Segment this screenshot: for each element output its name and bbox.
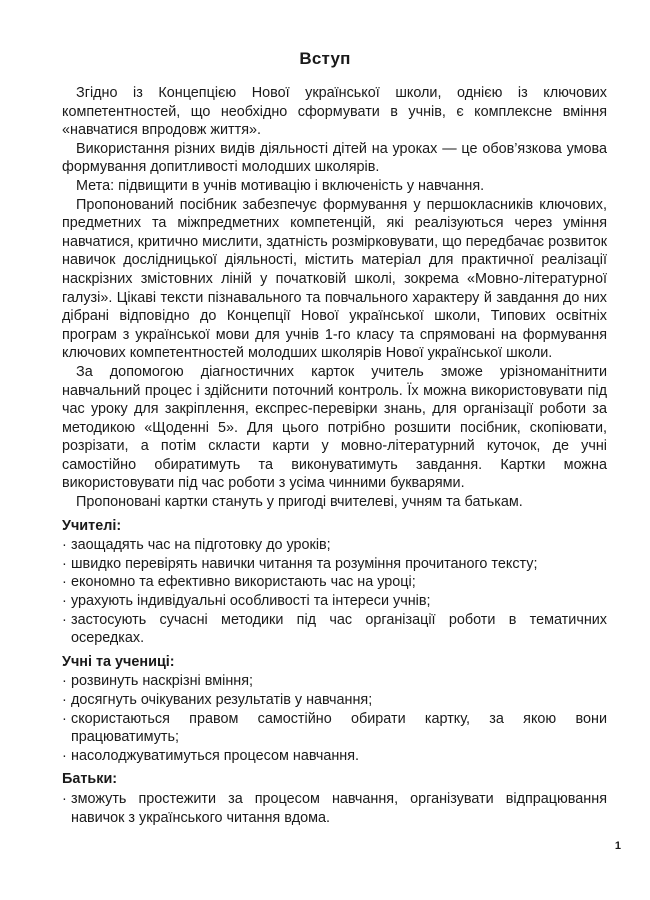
paragraph-activities: Використання різних видів діяльності дітей на уроках — це обов’язкова умова формування допитливості молодших школярів. bbox=[62, 140, 607, 176]
list-item: · зможуть простежити за процесом навчання, організувати відпрацювання навичок з українського читання вдома. bbox=[62, 790, 607, 827]
parents-list bbox=[62, 790, 607, 827]
list-item: · заощадять час на підготовку до уроків; bbox=[62, 536, 607, 555]
list-item: · застосують сучасні методики під час організації роботи в тематичних осередках. bbox=[62, 611, 607, 648]
list-item: · урахують індивідуальні особливості та інтереси учнів; bbox=[62, 592, 607, 611]
paragraph-concept: Згідно із Концепцією Нової української школи, однією із ключових компетентностей, що необхідно сформувати в учнів, є комплексне вміння «навчатися впродовж життя». bbox=[62, 85, 607, 139]
body-text bbox=[62, 84, 607, 827]
paragraph-goal: Мета: підвищити в учнів мотивацію і включеність у навчання. bbox=[76, 177, 485, 194]
page-number: 1 bbox=[614, 840, 621, 852]
paragraph-cards: За допомогою діагностичних карток учитель зможе урізноманітнити навчальний процес і здійснити поточний контроль. Їх можна використовувати під час уроку для закріплення, експрес-перевірки знань, для організації роботи за методикою «Щоденні 5». Для цього потрібно розшити посібник, скопіювати, розрізати, а потім скласти карти у мовно-літературний куточок, де учні самостійно обиратимуть та виконуватимуть завдання. Картки можна використовувати під час роботи з усіма чинними букварями. bbox=[62, 363, 607, 492]
list-item: · скористаються правом самостійно обирати картку, за якою вони працюватимуть; bbox=[62, 710, 607, 747]
list-item: · розвинуть наскрізні вміння; bbox=[62, 672, 607, 691]
list-item: · швидко перевірять навички читання та розуміння прочитаного тексту; bbox=[62, 555, 607, 574]
paragraph-usefulness: Пропоновані картки стануть у пригоді вчителеві, учням та батькам. bbox=[76, 494, 523, 511]
list-item: · досягнуть очікуваних результатів у навчання; bbox=[62, 691, 607, 710]
paragraph-manual: Пропонований посібник забезпечує формування у першокласників ключових, предметних та міжпредметних компетенцій, які реалізуються через уміння навчатися, критично мислити, здатність розмірковувати, що передбачає розвиток навичок дослідницької діяльності, містить матеріал для практичної реалізації наскрізних змістовних ліній у початковій школі, зокрема «Мовно-літературної галузі». Цікаві тексти пізнавального та повчального характеру й завдання до них дібрані відповідно до Концепції Нової української школи, Типових освітніх програм з української мови для учнів 1-го класу та спрямовані на формування ключових компетентностей молодших школярів Нової української школи. bbox=[62, 196, 607, 362]
list-item: · економно та ефективно використають час на уроці; bbox=[62, 573, 607, 592]
section-heading-parents: Батьки: bbox=[62, 771, 118, 788]
page-title: Вступ bbox=[299, 49, 351, 68]
section-heading-students: Учні та учениці: bbox=[62, 653, 175, 670]
list-item: · насолоджуватимуться процесом навчання. bbox=[62, 747, 607, 766]
teachers-list bbox=[62, 536, 607, 648]
students-list bbox=[62, 672, 607, 765]
section-heading-teachers: Учителі: bbox=[62, 517, 122, 534]
